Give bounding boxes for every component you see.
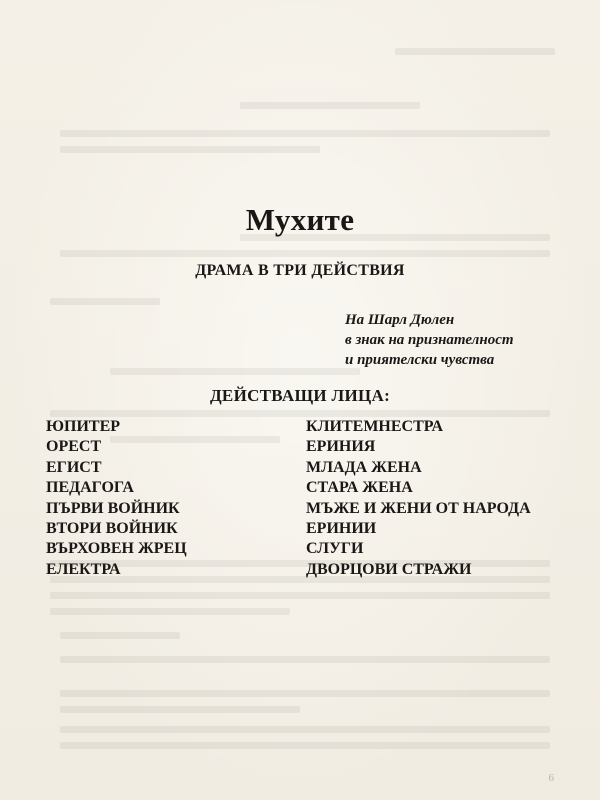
bleed-through-line (50, 608, 290, 615)
bleed-through-line (50, 592, 550, 599)
bleed-through-line (60, 742, 550, 749)
bleed-through-line (110, 368, 360, 375)
dedication-line: На Шарл Дюлен (345, 312, 455, 328)
cast-member: СЛУГИ (306, 540, 364, 558)
cast-member: ЕЛЕКТРА (46, 560, 121, 578)
bleed-through-line (60, 690, 550, 697)
cast-member: ПЪРВИ ВОЙНИК (46, 499, 180, 517)
cast-member: МЛАДА ЖЕНА (306, 458, 422, 476)
bleed-through-line (240, 102, 420, 109)
bleed-through-line (50, 410, 550, 417)
cast-member: ПЕДАГОГА (46, 479, 134, 497)
cast-member: МЪЖЕ И ЖЕНИ ОТ НАРОДА (306, 499, 531, 517)
bleed-through-line (395, 48, 555, 55)
cast-member: ОРЕСТ (46, 438, 102, 456)
cast-member: ЕРИНИЯ (306, 438, 376, 456)
cast-member: КЛИТЕМНЕСТРА (306, 418, 444, 435)
cast-list-left (46, 417, 187, 580)
bleed-through-line (60, 130, 550, 137)
play-subtitle: ДРАМА В ТРИ ДЕЙСТВИЯ (195, 262, 405, 279)
cast-member: ВТОРИ ВОЙНИК (46, 520, 178, 538)
cast-member: ДВОРЦОВИ СТРАЖИ (306, 560, 472, 578)
dedication-line: и приятелски чувства (345, 352, 495, 368)
cast-heading: ДЕЙСТВАЩИ ЛИЦА: (209, 386, 391, 405)
cast-member: ЕРИНИИ (306, 520, 377, 538)
bleed-through-line (50, 298, 160, 305)
cast-member: ЕГИСТ (46, 458, 102, 476)
bleed-through-line (60, 656, 550, 663)
cast-member: СТАРА ЖЕНА (306, 479, 413, 497)
bleed-through-line (60, 706, 300, 713)
bleed-through-line (60, 146, 320, 153)
cast-list-right (306, 417, 531, 580)
dedication-line: в знак на признателност (345, 332, 514, 348)
cast-member: ВЪРХОВЕН ЖРЕЦ (46, 540, 187, 558)
bleed-through-line (60, 726, 550, 733)
cast-member: ЮПИТЕР (46, 418, 121, 435)
bleed-through-line (60, 250, 550, 257)
bleed-through-line (60, 632, 180, 639)
dedication (345, 310, 514, 370)
play-title: Мухите (245, 202, 355, 237)
page-number: 6 (548, 772, 554, 784)
